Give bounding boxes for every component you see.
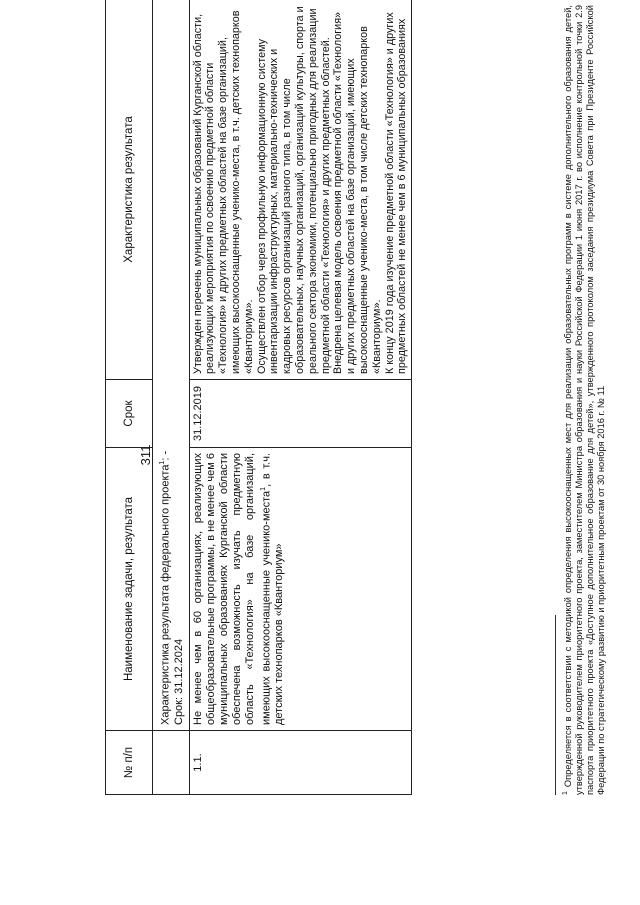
footnote [560,5,607,795]
page-number: 311 [138,444,153,466]
federal-row-num-cell [153,731,190,795]
row-deadline: 31.12.2019 [189,380,412,448]
federal-row-cell [153,0,190,731]
footnote-divider [555,615,556,795]
federal-row-deadline: Срок: 31.12.2024 [172,638,185,725]
table-row [189,0,412,795]
federal-project-row [153,0,190,795]
header-deadline: Срок [106,380,153,448]
results-table [105,0,412,795]
characteristic-paragraph-3: Внедрена целевая модель освоения предметной области «Технология» и других предметных областей на базе организаций, имеющих высокооснащенные ученико-места, в том числе детских технопарков «Кванториум». [332,11,383,374]
federal-row-title-suffix: : - [159,450,172,461]
table-header-row [106,0,153,795]
row-name-part1: Не менее чем в 60 организациях, реализующих общеобразовательные программы, в не менее чем 6 муниципальных образованиях Курганской области обеспечена возможность изучать предметную область «Технология» на базе организаций, имеющих высокооснащенные ученико-места [191,453,273,725]
characteristic-paragraph-2: Осуществлен отбор через профильную информационную систему инвентаризации инфраструктурных, материально-технических и кадровых ресурсов организаций разного типа, в том числе образовательных, научных организаций, организаций культуры, спорта и реального сектора экономики, потенциально пригодных для реализации предметной области «Технология» и других предметных областей. [255,6,332,374]
federal-row-footnote-mark: 1 [159,460,166,465]
header-num: № п/п [106,731,153,795]
row-name-footnote-mark: 1 [259,486,267,491]
header-characteristic: Характеристика результата [106,0,153,380]
row-characteristic-cell [189,0,412,380]
federal-row-title: Характеристика результата федерального проекта [159,464,172,725]
footnote-text: Определяется в соответствии с методикой определения высокооснащенных мест для реализации образовательных программ в системе дополнительного образования детей, утвержденной руководителем приоритетного проекта, заместителем Министра образования и науки Российской Федерации 1 июня 2017 г. во исполнение контрольной точки 2.9 паспорта приоритетного проекта «Доступное дополнительное образование для детей», утвержденного протоколом заседания президиума Совета при Президенте Российской Федерации по стратегическому развитию и приоритетным проектам от 30 ноября 2016 г. № 11 [563,5,607,795]
footnote-mark: 1 [562,791,569,795]
row-name-part2: , в т.ч. детских технопарков «Кванториум» [260,453,286,725]
row-name-cell [189,448,412,731]
characteristic-paragraph-4: К концу 2019 года изучение предметной области «Технология» и других предметных областей не менее чем в 6 муниципальных образованиях [383,12,409,374]
characteristic-paragraph-1: Утвержден перечень муниципальных образований Курганской области, реализующих мероприятия по освоению предметной области «Технология» и других предметных областей на базе организаций, имеющих высокооснащенные ученико-места, в т.ч. детских технопарков «Кванториум». [191,10,255,374]
header-name: Наименование задачи, результата [106,448,153,731]
row-num: 1.1. [189,731,412,795]
